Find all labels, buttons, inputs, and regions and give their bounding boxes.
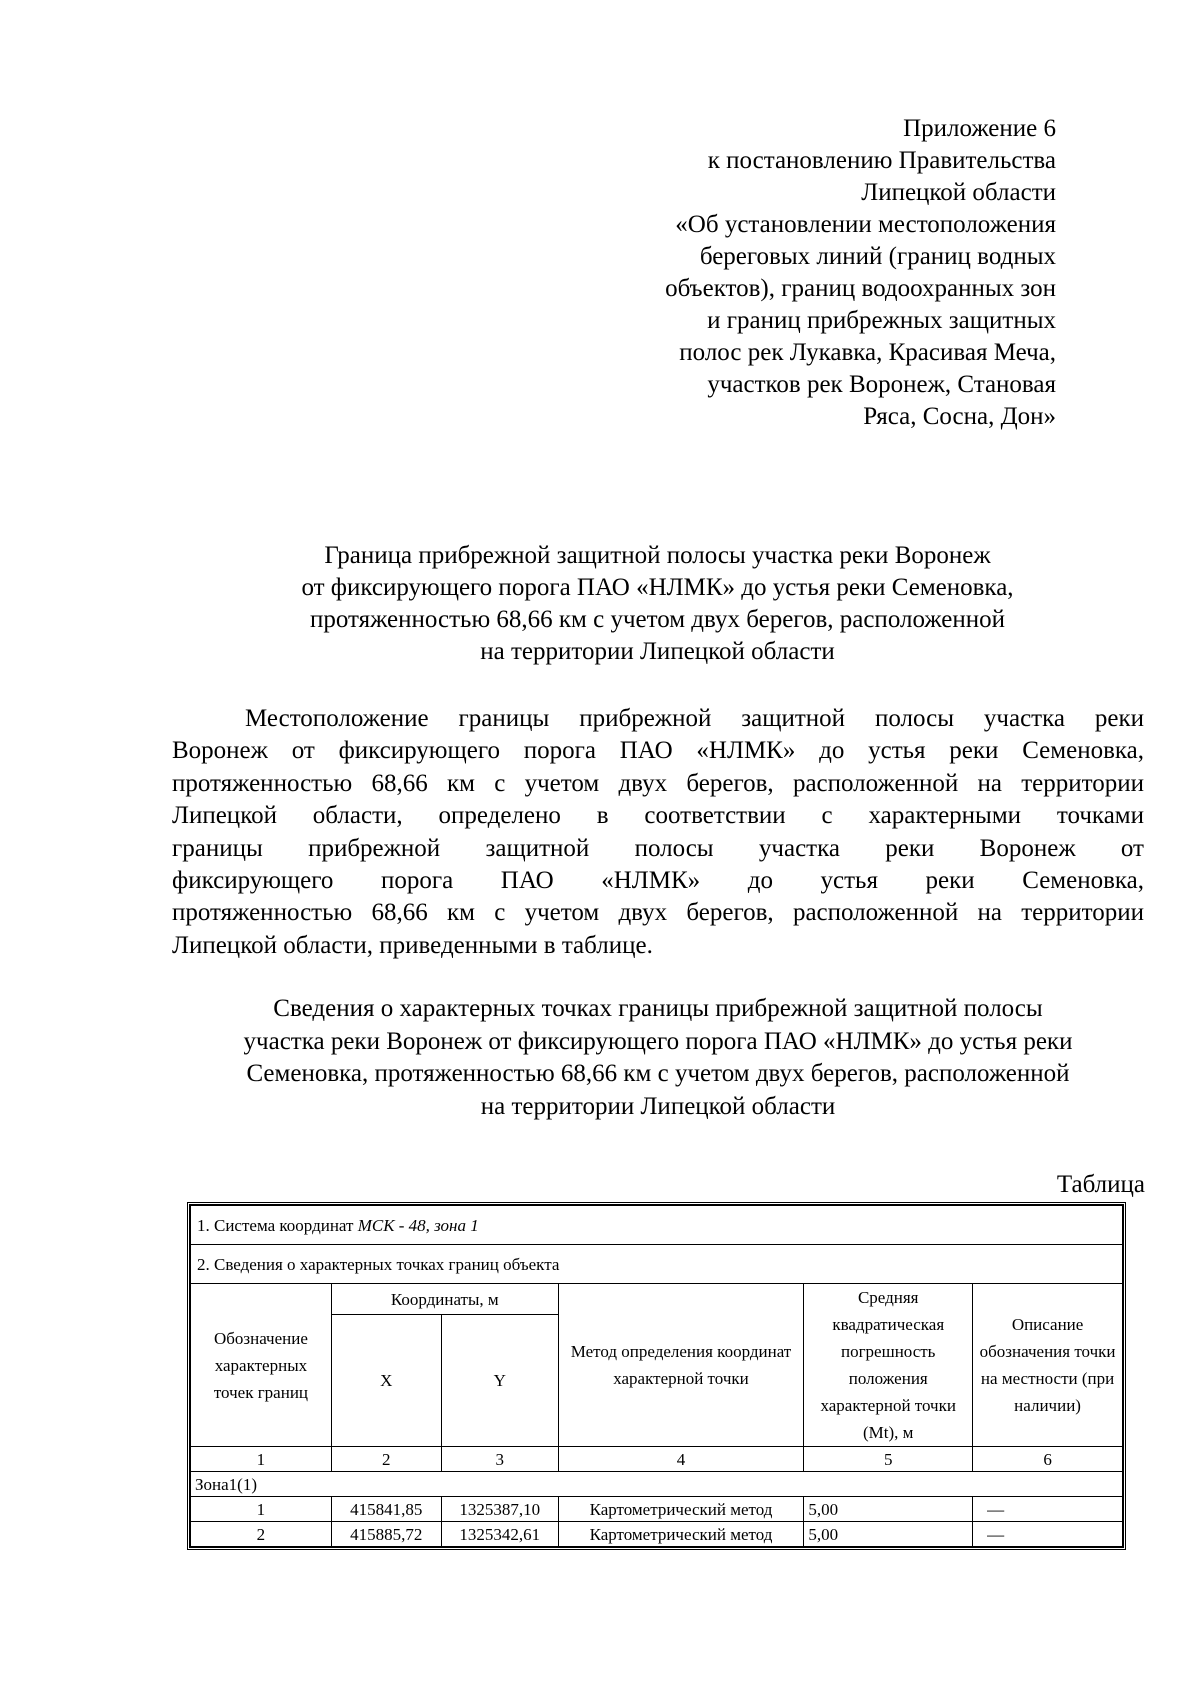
cell-method: Картометрический метод — [558, 1522, 804, 1547]
paragraph-line: Липецкой области, определено в соответствии с характерными точками — [172, 802, 1144, 830]
coordinate-system-label: 1. Система координат — [197, 1215, 358, 1235]
appendix-line: и границ прибрежных защитных — [707, 307, 1056, 334]
appendix-line: Приложение 6 — [903, 115, 1056, 142]
section-heading: 2. Сведения о характерных точках границ объекта — [191, 1245, 1123, 1284]
cell-point: 1 — [191, 1497, 332, 1522]
header-designation: Обозначение характерных точек границ — [191, 1284, 332, 1447]
column-number: 5 — [804, 1447, 973, 1472]
header-coordinates: Координаты, м — [331, 1284, 558, 1315]
appendix-line: полос рек Лукавка, Красивая Меча, — [679, 339, 1056, 366]
cell-point: 2 — [191, 1522, 332, 1547]
zone-label: Зона1(1) — [191, 1472, 1123, 1497]
header-method: Метод определения координат характерной точки — [558, 1284, 804, 1447]
cell-x: 415841,85 — [331, 1497, 441, 1522]
paragraph-line: границы прибрежной защитной полосы участка реки Воронеж от — [172, 834, 1144, 862]
cell-description: — — [973, 1522, 1123, 1547]
cell-x: 415885,72 — [331, 1522, 441, 1547]
subtitle-line: Семеновка, протяженностью 68,66 км с учетом двух берегов, расположенной — [246, 1060, 1070, 1087]
column-number: 2 — [331, 1447, 441, 1472]
body-paragraph — [172, 703, 1144, 962]
document-title — [170, 540, 1145, 668]
title-line: на территории Липецкой области — [480, 638, 835, 665]
appendix-line: к постановлению Правительства — [707, 147, 1056, 174]
paragraph-line: Липецкой области, приведенными в таблице. — [172, 931, 653, 959]
cell-description: — — [973, 1497, 1123, 1522]
cell-error: 5,00 — [804, 1522, 973, 1547]
header-error: Средняя квадратическая погрешность положения характерной точки (Mt), м — [804, 1284, 973, 1447]
table-row — [191, 1497, 1123, 1522]
cell-y: 1325342,61 — [441, 1522, 558, 1547]
appendix-line: объектов), границ водоохранных зон — [665, 275, 1056, 302]
cell-error: 5,00 — [804, 1497, 973, 1522]
coordinate-system-value: МСК - 48, зона 1 — [357, 1215, 479, 1235]
paragraph-line: фиксирующего порога ПАО «НЛМК» до устья реки Семеновка, — [172, 866, 1144, 894]
appendix-line: участков рек Воронеж, Становая — [707, 371, 1056, 398]
appendix-line: Ряса, Сосна, Дон» — [863, 403, 1056, 430]
coordinates-table — [187, 1202, 1126, 1550]
subtitle-line: участка реки Воронеж от фиксирующего порога ПАО «НЛМК» до устья реки — [243, 1027, 1073, 1055]
column-number: 1 — [191, 1447, 332, 1472]
title-line: Граница прибрежной защитной полосы участка реки Воронеж — [324, 542, 991, 569]
coordinate-system-row — [191, 1206, 1123, 1245]
cell-y: 1325387,10 — [441, 1497, 558, 1522]
appendix-header — [536, 113, 1056, 433]
appendix-line: Липецкой области — [861, 179, 1056, 206]
header-x: X — [331, 1315, 441, 1447]
subtitle-line: на территории Липецкой области — [480, 1092, 836, 1120]
paragraph-line: Воронеж от фиксирующего порога ПАО «НЛМК» до устья реки Семеновка, — [172, 737, 1144, 765]
paragraph-line: протяженностью 68,66 км с учетом двух берегов, расположенной на территории — [172, 769, 1144, 797]
cell-method: Картометрический метод — [558, 1497, 804, 1522]
header-y: Y — [441, 1315, 558, 1447]
appendix-line: береговых линий (границ водных — [699, 243, 1056, 270]
table-row — [191, 1522, 1123, 1547]
column-number: 3 — [441, 1447, 558, 1472]
subtitle-line: Сведения о характерных точках границы прибрежной защитной полосы — [273, 995, 1043, 1022]
header-description: Описание обозначения точки на местности (при наличии) — [973, 1284, 1123, 1447]
paragraph-line: Местоположение границы прибрежной защитной полосы участка реки — [245, 705, 1144, 732]
table-title — [172, 993, 1144, 1123]
column-number: 4 — [558, 1447, 804, 1472]
paragraph-line: протяженностью 68,66 км с учетом двух берегов, расположенной на территории — [172, 899, 1144, 927]
title-line: протяженностью 68,66 км с учетом двух берегов, расположенной — [309, 606, 1006, 633]
column-number: 6 — [973, 1447, 1123, 1472]
title-line: от фиксирующего порога ПАО «НЛМК» до устья реки Семеновка, — [301, 574, 1014, 601]
appendix-line: «Об установлении местоположения — [675, 211, 1056, 238]
table-caption: Таблица — [1056, 1171, 1145, 1198]
